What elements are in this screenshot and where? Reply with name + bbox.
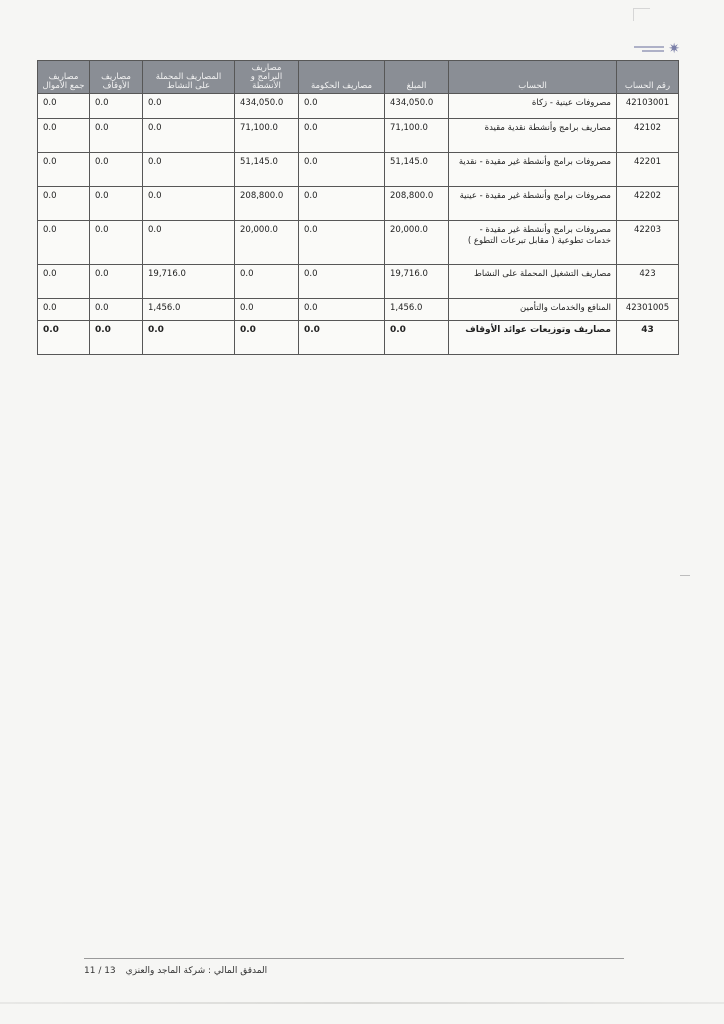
amount-cell: 0.0 xyxy=(385,321,449,355)
amount-cell: 71,100.0 xyxy=(385,119,449,153)
margin-mark xyxy=(680,575,690,576)
endowment-cell: 0.0 xyxy=(90,187,143,221)
account-code: 42203 xyxy=(617,221,679,265)
account-code: 42102 xyxy=(617,119,679,153)
header-account: الحساب xyxy=(449,61,617,94)
fundraising-cell: 0.0 xyxy=(38,119,90,153)
organization-logo xyxy=(634,42,680,56)
gov-cell: 0.0 xyxy=(299,119,385,153)
account-name: مصاريف وتوزيعات عوائد الأوقاف xyxy=(449,321,617,355)
programs-cell: 0.0 xyxy=(235,265,299,299)
table-row xyxy=(38,153,679,187)
account-code: 42201 xyxy=(617,153,679,187)
account-name: مصاريف التشغيل المحملة على النشاط xyxy=(449,265,617,299)
fundraising-cell: 0.0 xyxy=(38,299,90,321)
table-row xyxy=(38,187,679,221)
account-name: المنافع والخدمات والتأمين xyxy=(449,299,617,321)
fundraising-cell: 0.0 xyxy=(38,321,90,355)
gov-cell: 0.0 xyxy=(299,153,385,187)
gov-cell: 0.0 xyxy=(299,94,385,119)
expenses-table xyxy=(37,60,679,355)
account-code: 42301005 xyxy=(617,299,679,321)
header-amount: المبلغ xyxy=(385,61,449,94)
footer-divider xyxy=(84,958,624,959)
gov-cell: 0.0 xyxy=(299,321,385,355)
table-row xyxy=(38,221,679,265)
account-name: مصروفات برامج وأنشطة غير مقيدة - نقدية xyxy=(449,153,617,187)
activity-cell: 1,456.0 xyxy=(143,299,235,321)
endowment-cell: 0.0 xyxy=(90,299,143,321)
programs-cell: 0.0 xyxy=(235,321,299,355)
header-activity: المصاريف المحملة على النشاط xyxy=(143,61,235,94)
header-fundraising: مصاريف جمع الأموال xyxy=(38,61,90,94)
scan-corner-mark xyxy=(633,8,650,21)
logo-star-icon: ✷ xyxy=(668,41,680,57)
account-code: 42103001 xyxy=(617,94,679,119)
fundraising-cell: 0.0 xyxy=(38,187,90,221)
table-row xyxy=(38,265,679,299)
page-bottom-edge xyxy=(0,1002,724,1004)
account-name: مصروفات برامج وأنشطة غير مقيدة - عينية xyxy=(449,187,617,221)
endowment-cell: 0.0 xyxy=(90,153,143,187)
logo-text-lines xyxy=(634,46,664,52)
amount-cell: 434,050.0 xyxy=(385,94,449,119)
programs-cell: 20,000.0 xyxy=(235,221,299,265)
table-header-row xyxy=(38,61,679,94)
endowment-cell: 0.0 xyxy=(90,119,143,153)
programs-cell: 208,800.0 xyxy=(235,187,299,221)
fundraising-cell: 0.0 xyxy=(38,265,90,299)
account-code: 42202 xyxy=(617,187,679,221)
endowment-cell: 0.0 xyxy=(90,265,143,299)
gov-cell: 0.0 xyxy=(299,221,385,265)
table-row xyxy=(38,119,679,153)
table-row xyxy=(38,299,679,321)
activity-cell: 0.0 xyxy=(143,94,235,119)
page-footer xyxy=(84,966,284,976)
endowment-cell: 0.0 xyxy=(90,221,143,265)
gov-cell: 0.0 xyxy=(299,265,385,299)
account-code: 423 xyxy=(617,265,679,299)
programs-cell: 51,145.0 xyxy=(235,153,299,187)
account-name: مصروفات برامج وأنشطة غير مقيدة - خدمات تطوعية ( مقابل تبرعات التطوع ) xyxy=(449,221,617,265)
activity-cell: 0.0 xyxy=(143,221,235,265)
table-row-total xyxy=(38,321,679,355)
account-name: مصاريف برامج وأنشطة نقدية مقيدة xyxy=(449,119,617,153)
account-code: 43 xyxy=(617,321,679,355)
account-name: مصروفات عينية - زكاة xyxy=(449,94,617,119)
amount-cell: 51,145.0 xyxy=(385,153,449,187)
fundraising-cell: 0.0 xyxy=(38,153,90,187)
header-gov: مصاريف الحكومة xyxy=(299,61,385,94)
programs-cell: 71,100.0 xyxy=(235,119,299,153)
amount-cell: 20,000.0 xyxy=(385,221,449,265)
table-row xyxy=(38,94,679,119)
activity-cell: 0.0 xyxy=(143,119,235,153)
amount-cell: 208,800.0 xyxy=(385,187,449,221)
fundraising-cell: 0.0 xyxy=(38,94,90,119)
endowment-cell: 0.0 xyxy=(90,321,143,355)
header-programs: مصاريف البرامج و الأنشطة xyxy=(235,61,299,94)
gov-cell: 0.0 xyxy=(299,187,385,221)
programs-cell: 0.0 xyxy=(235,299,299,321)
gov-cell: 0.0 xyxy=(299,299,385,321)
amount-cell: 1,456.0 xyxy=(385,299,449,321)
programs-cell: 434,050.0 xyxy=(235,94,299,119)
endowment-cell: 0.0 xyxy=(90,94,143,119)
header-endowment: مصاريف الأوقاف xyxy=(90,61,143,94)
activity-cell: 0.0 xyxy=(143,187,235,221)
amount-cell: 19,716.0 xyxy=(385,265,449,299)
activity-cell: 0.0 xyxy=(143,153,235,187)
header-code: رقم الحساب xyxy=(617,61,679,94)
page-number: 11 / 13 xyxy=(84,966,116,976)
activity-cell: 0.0 xyxy=(143,321,235,355)
auditor-label: المدقق المالي : شركة الماجد والعنزي xyxy=(125,966,268,976)
fundraising-cell: 0.0 xyxy=(38,221,90,265)
activity-cell: 19,716.0 xyxy=(143,265,235,299)
